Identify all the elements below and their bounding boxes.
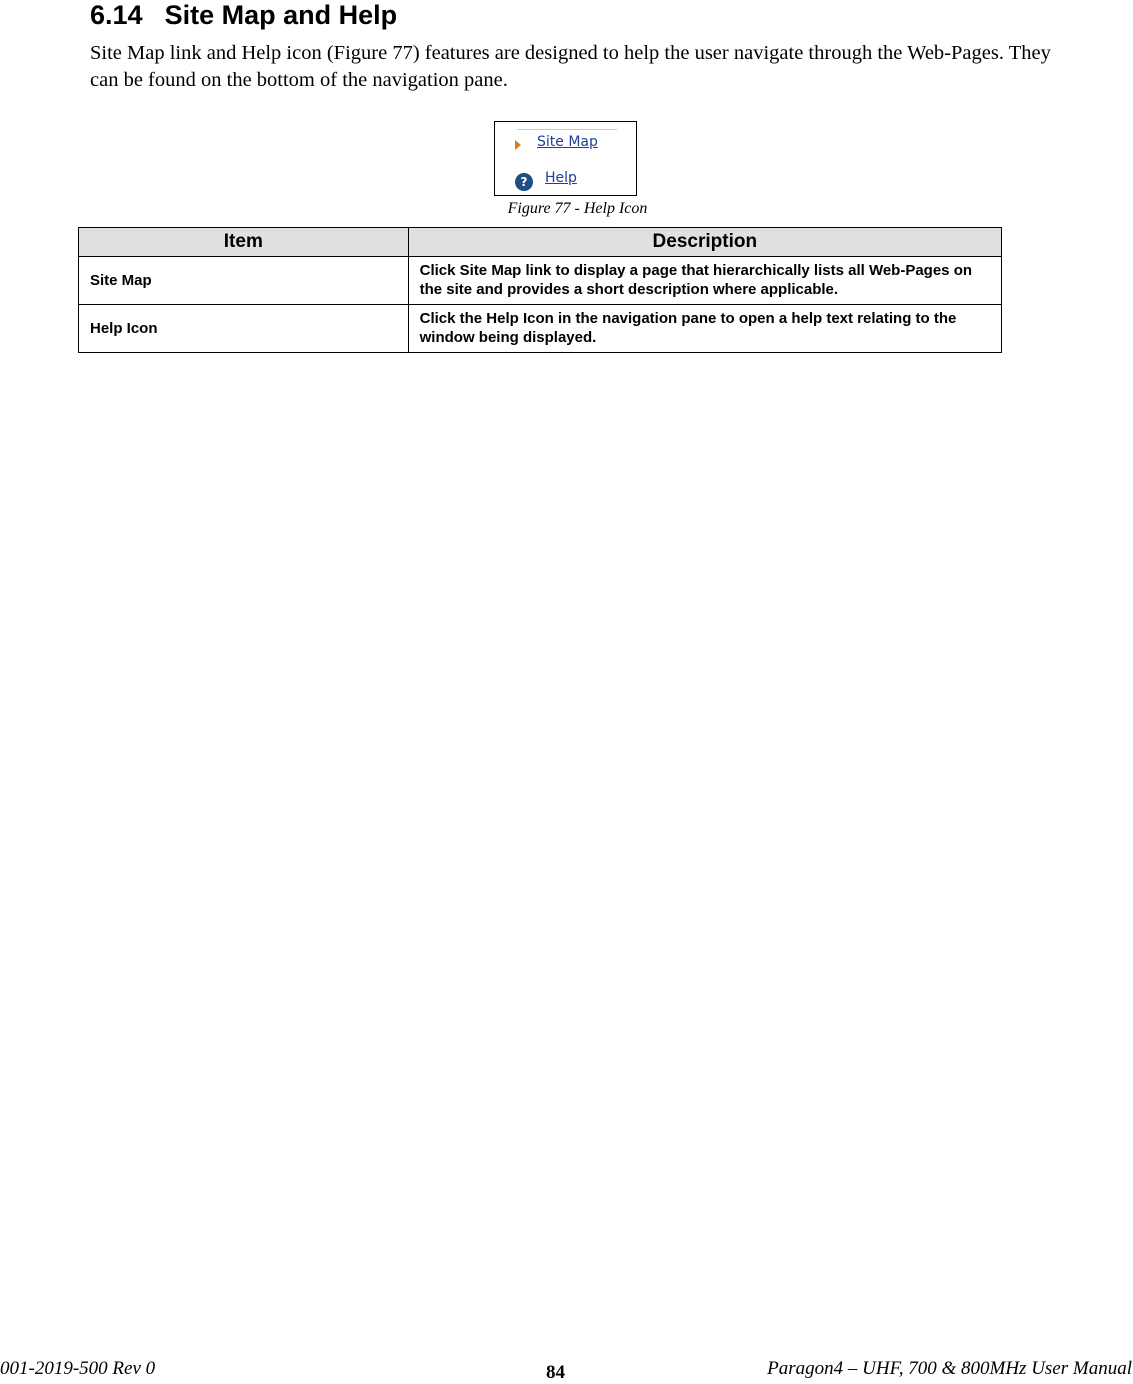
site-map-link[interactable]: Site Map [537,134,598,150]
header-item: Item [79,228,409,257]
arrow-right-icon [515,140,521,150]
section-heading [90,0,397,30]
table-header-row [79,228,1002,257]
intro-paragraph: Site Map link and Help icon (Figure 77) features are designed to help the user navigate through the Web-Pages. They can be found on the bottom of the navigation pane. [90,42,1051,91]
footer-page-number: 84 [546,1362,565,1383]
figure-help-icon [494,121,637,196]
nav-item-help[interactable] [515,165,577,191]
cell-item: Help Icon [79,305,409,353]
cell-description: Click the Help Icon in the navigation pane to open a help text relating to the window being displayed. [408,305,1001,353]
section-number: 6.14 [90,0,143,30]
table-row [79,257,1002,305]
help-icon[interactable]: ? [515,173,533,191]
section-title: Site Map and Help [164,0,398,30]
item-description-table [78,227,1002,353]
figure-caption: Figure 77 - Help Icon [507,200,648,217]
table-row [79,305,1002,353]
cell-item: Site Map [79,257,409,305]
nav-separator [517,129,617,130]
footer-doc-number: 001-2019-500 Rev 0 [0,1358,156,1379]
footer-manual-title: Paragon4 – UHF, 700 & 800MHz User Manual [767,1358,1132,1379]
cell-description: Click Site Map link to display a page that hierarchically lists all Web-Pages on the site and provides a short description where applicable. [408,257,1001,305]
nav-item-site-map[interactable] [515,134,598,150]
help-link[interactable]: Help [545,170,577,186]
header-description: Description [408,228,1001,257]
